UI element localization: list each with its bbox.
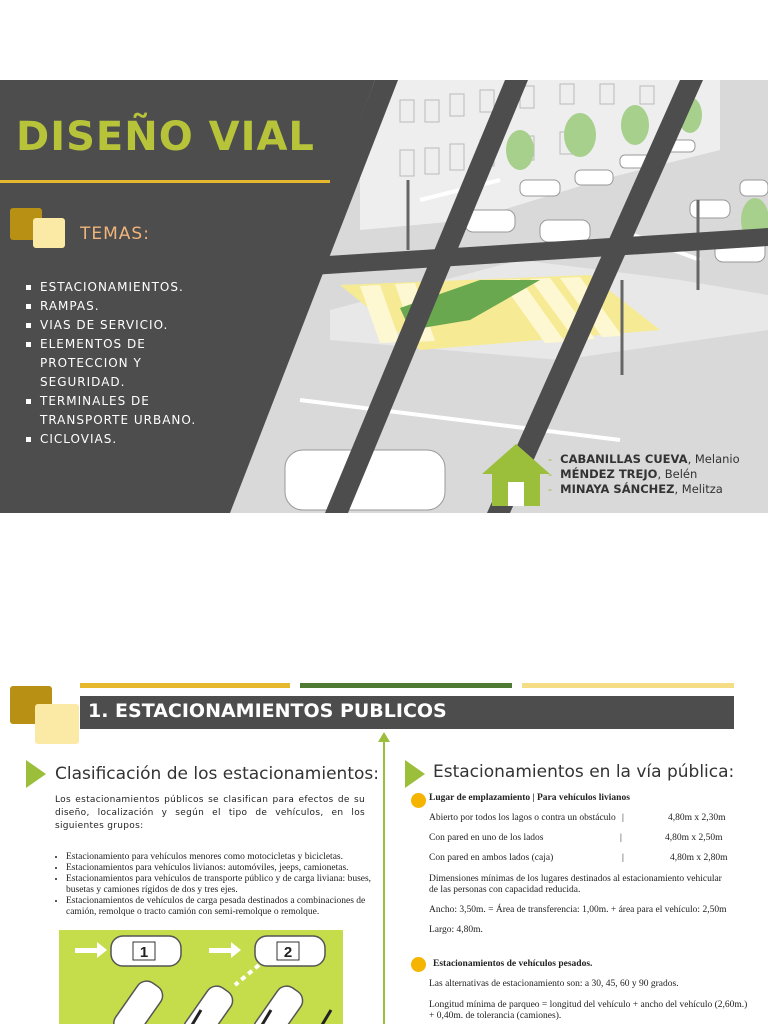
title-slide bbox=[0, 80, 768, 513]
list-item: • Estacionamiento para vehículos menores como motocicletas y bicicletas. bbox=[66, 852, 388, 863]
heavy-angles-note: Las alternativas de estacionamiento son: a 30, 45, 60 y 90 grados. bbox=[429, 979, 679, 989]
table-row-label: Abierto por todos los lagos o contra un obstáculo bbox=[429, 813, 616, 823]
table-row-separator: | bbox=[622, 813, 624, 823]
table-row-value: 4,80m x 2,30m bbox=[668, 813, 726, 823]
bullet-dot-icon bbox=[411, 793, 426, 808]
author-item: - CABANILLAS CUEVA, Melanio bbox=[548, 452, 740, 466]
title-underline bbox=[0, 180, 330, 183]
author-item: - MÉNDEZ TREJO, Belén bbox=[548, 467, 698, 481]
triangle-bullet-icon bbox=[405, 760, 425, 788]
header-bar-yellow bbox=[80, 683, 290, 688]
topic-item: CICLOVIAS. bbox=[24, 430, 214, 449]
parking-diagram-image bbox=[59, 930, 343, 1024]
parking-slide bbox=[0, 680, 768, 1024]
bullet-dot-icon bbox=[411, 957, 426, 972]
author-item: - MINAYA SÁNCHEZ, Melitza bbox=[548, 482, 723, 496]
width-note: Ancho: 3,50m. = Área de transferencia: 1,00m. + área para el vehículo: 2,50m bbox=[429, 905, 727, 915]
slide-title: DISEÑO VIAL bbox=[16, 114, 315, 160]
min-dimensions-note: Dimensiones mínimas de los lugares destinados al estacionamiento vehicular de las personas con capacidad reducida. bbox=[429, 874, 722, 895]
length-note: Largo: 4,80m. bbox=[429, 925, 483, 935]
list-item: • Estacionamientos de vehículos de carga pesada destinados a combinaciones de camión, remolque o tracto camión con semi-remolque o remolque. bbox=[66, 896, 388, 918]
table-row-label: Con pared en uno de los lados bbox=[429, 833, 544, 843]
classification-intro: Los estacionamientos públicos se clasifican para efectos de su diseño, localización y según el tipo de vehículos, en los siguientes grupos: bbox=[55, 795, 365, 831]
header-bar-pale bbox=[522, 683, 734, 688]
table-row-value: 4,80m x 2,80m bbox=[670, 853, 728, 863]
table-row-value: 4,80m x 2,50m bbox=[665, 833, 723, 843]
authors-list bbox=[548, 452, 740, 497]
section-title: 1. ESTACIONAMIENTOS PUBLICOS bbox=[88, 700, 447, 722]
section-title-band bbox=[80, 696, 734, 729]
topic-item: ESTACIONAMIENTOS. bbox=[24, 278, 214, 297]
topic-item: RAMPAS. bbox=[24, 297, 214, 316]
header-bar-green bbox=[300, 683, 512, 688]
triangle-bullet-icon bbox=[26, 760, 46, 788]
deco-square-light bbox=[35, 704, 79, 744]
table-row-separator: | bbox=[620, 833, 622, 843]
classification-list bbox=[52, 852, 388, 918]
deco-square-light bbox=[33, 218, 65, 248]
heavy-length-note: Longitud mínima de parqueo = longitud del vehículo + ancho del vehículo (2,60m.) + 0,40m. de tolerancia (camiones). bbox=[429, 1000, 748, 1021]
table-row-label: Con pared en ambos lados (caja) bbox=[429, 853, 554, 863]
list-item: • Estacionamientos para vehículos livianos: automóviles, jeeps, camionetas. bbox=[66, 863, 388, 874]
home-icon[interactable] bbox=[480, 442, 552, 508]
heavy-vehicles-title: Estacionamientos de vehículos pesados. bbox=[433, 959, 593, 969]
parking-space-label: 2 bbox=[283, 944, 293, 961]
classification-heading: Clasificación de los estacionamientos: bbox=[55, 764, 379, 784]
list-item: • Estacionamientos para vehículos de transporte público y de carga liviana: buses, busetas y camiones rígidos de dos y tres ejes. bbox=[66, 874, 388, 896]
topic-item: VIAS DE SERVICIO. bbox=[24, 316, 214, 335]
topics-heading: TEMAS: bbox=[80, 224, 150, 244]
table-row-separator: | bbox=[622, 853, 624, 863]
topic-item: ELEMENTOS DE PROTECCION Y SEGURIDAD. bbox=[24, 335, 214, 392]
topics-list bbox=[24, 278, 214, 449]
parking-space-label: 1 bbox=[139, 944, 149, 961]
topic-item: TERMINALES DE TRANSPORTE URBANO. bbox=[24, 392, 214, 430]
public-road-heading: Estacionamientos en la vía pública: bbox=[433, 762, 735, 782]
table-title: Lugar de emplazamiento | Para vehículos livianos bbox=[429, 793, 630, 803]
